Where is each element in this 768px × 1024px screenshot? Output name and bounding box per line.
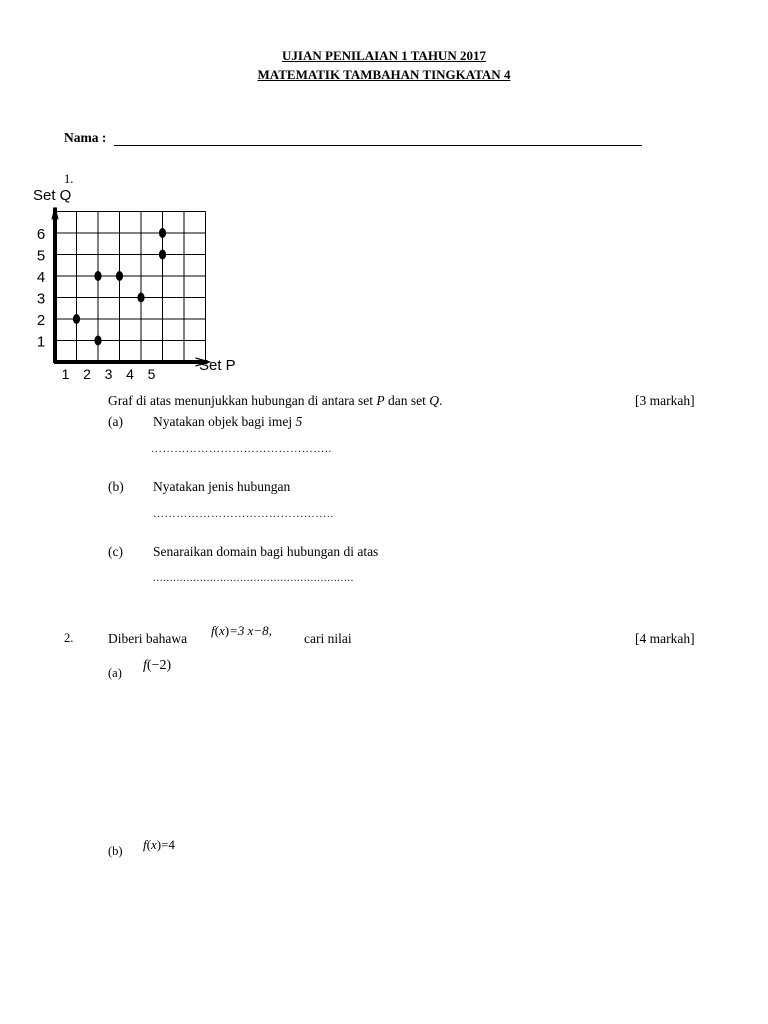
y-tick-label: 3	[36, 290, 46, 308]
x-axis-label: Set P	[199, 357, 236, 374]
graph-grid	[55, 212, 206, 363]
q1-part-a-answer-line[interactable]: ………………………………………..	[151, 443, 332, 455]
x-tick-label: 3	[104, 366, 113, 382]
y-tick-label: 4	[36, 269, 46, 286]
exam-subtitle: MATEMATIK TAMBAHAN TINGKATAN 4	[257, 67, 511, 82]
question-1-number: 1.	[64, 172, 74, 186]
q1-part-a-text: Nyatakan objek bagi imej 5	[153, 414, 303, 429]
name-label: Nama :	[64, 130, 107, 145]
data-point	[159, 228, 166, 238]
q1-part-b-answer-line[interactable]: ………………………………………..	[153, 508, 334, 520]
data-point	[159, 250, 166, 260]
y-axis-label: Set Q	[33, 187, 72, 204]
y-tick-label: 2	[36, 312, 46, 329]
y-tick-label: 1	[36, 333, 46, 351]
q1-part-b-text: Nyatakan jenis hubungan	[153, 479, 291, 494]
q1-part-c-text: Senaraikan domain bagi hubungan di atas	[153, 544, 379, 559]
q1-part-c-answer-line[interactable]: ............................................................	[153, 572, 354, 584]
q1-part-b-label: (b)	[108, 479, 124, 494]
question-2-stem: Diberi bahawa	[108, 631, 188, 646]
question-2-stem-end: cari nilai	[304, 631, 352, 646]
q2-part-a-label: (a)	[108, 666, 122, 680]
data-point	[116, 271, 123, 281]
question-2-marks: [4 markah]	[635, 631, 695, 646]
x-tick-label: 2	[83, 366, 91, 382]
x-tick-label: 1	[61, 366, 70, 382]
data-point	[73, 314, 80, 324]
x-tick-label: 4	[126, 366, 134, 382]
question-1-stem: Graf di atas menunjukkan hubungan di antara set P dan set Q.	[108, 393, 443, 408]
q2-part-b-expression: f(x)=4	[143, 837, 175, 852]
graph-axes	[52, 208, 210, 367]
q1-part-c-label: (c)	[108, 544, 123, 559]
y-tick-label: 5	[36, 247, 46, 265]
q2-part-a-expression: f(−2)	[143, 658, 172, 673]
question-2-formula: f(x)=3 x−8,	[211, 623, 272, 638]
data-point	[137, 293, 144, 303]
question-1-marks: [3 markah]	[635, 393, 695, 408]
exam-title: UJIAN PENILAIAN 1 TAHUN 2017	[282, 48, 486, 63]
q2-part-b-label: (b)	[108, 844, 123, 858]
x-tick-label: 5	[147, 366, 156, 382]
data-point	[94, 271, 101, 281]
data-point	[94, 336, 101, 346]
q1-part-a-label: (a)	[108, 414, 123, 429]
question-2-number: 2.	[64, 631, 74, 645]
y-tick-label: 6	[36, 226, 46, 243]
